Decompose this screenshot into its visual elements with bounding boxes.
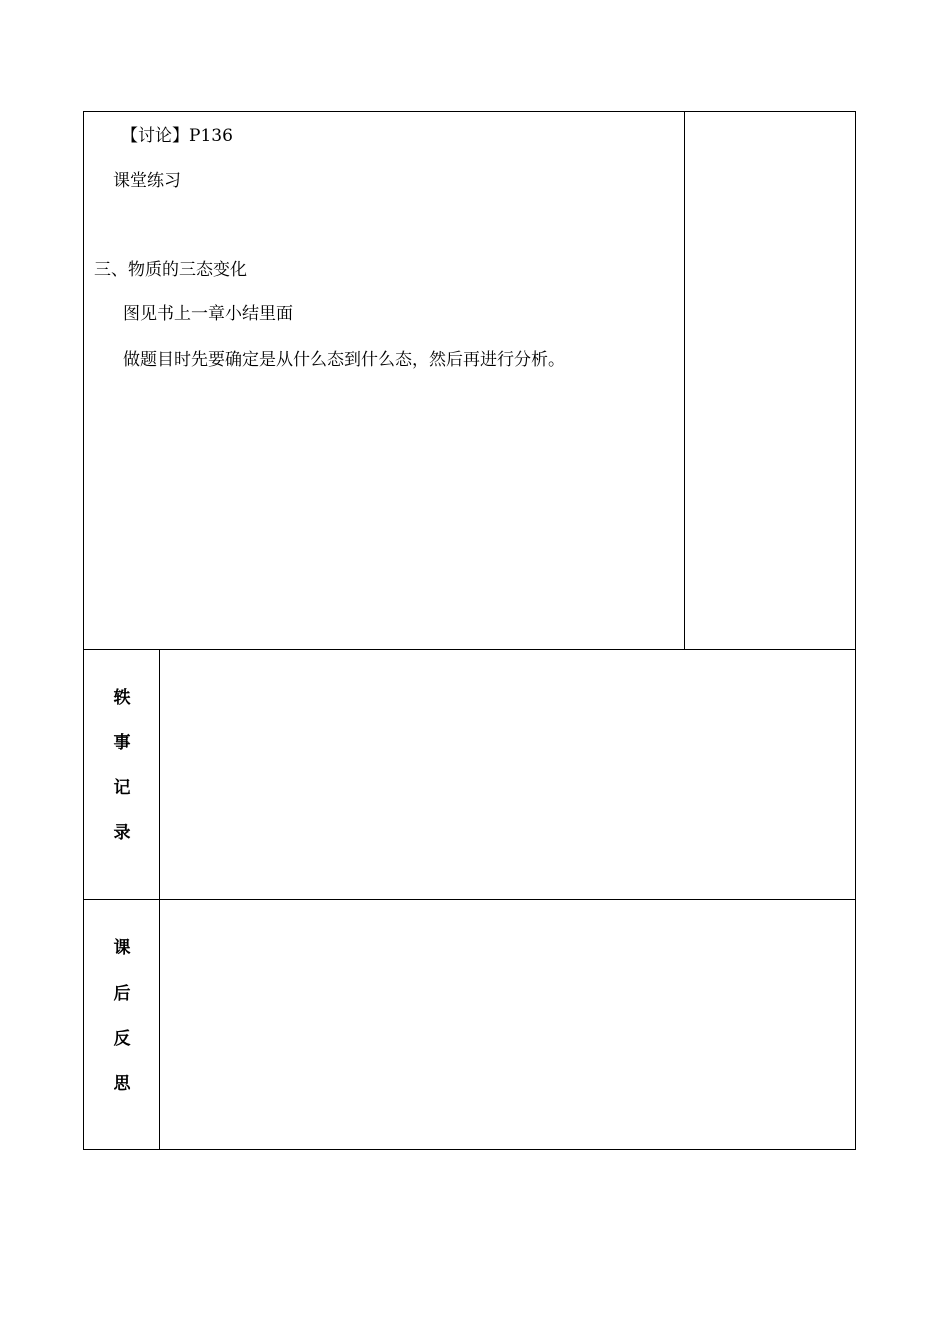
reflection-label [84,900,160,1149]
reflection-row [84,900,855,1149]
lesson-table [83,111,856,1150]
practice-heading: 课堂练习 [113,171,181,191]
anecdote-label [84,650,160,899]
side-notes-cell [685,112,855,649]
anecdote-row [84,650,855,900]
reflection-char: 课 [113,938,131,958]
anecdote-char: 录 [113,823,131,843]
anecdote-char: 事 [113,733,131,753]
reflection-char: 思 [113,1074,131,1094]
content-row [84,112,855,650]
reflection-char: 后 [113,984,131,1004]
figure-note: 图见书上一章小结里面 [123,304,293,324]
method-note: 做题目时先要确定是从什么态到什么态，然后再进行分析。 [123,350,565,370]
reflection-char: 反 [113,1029,131,1049]
anecdote-char: 记 [113,778,131,798]
main-content-cell [84,112,685,649]
anecdote-content [160,650,855,899]
anecdote-char: 轶 [113,688,131,708]
discussion-line: 【讨论】P136 [121,126,233,146]
reflection-content [160,900,855,1149]
section-heading: 三、物质的三态变化 [94,260,247,280]
